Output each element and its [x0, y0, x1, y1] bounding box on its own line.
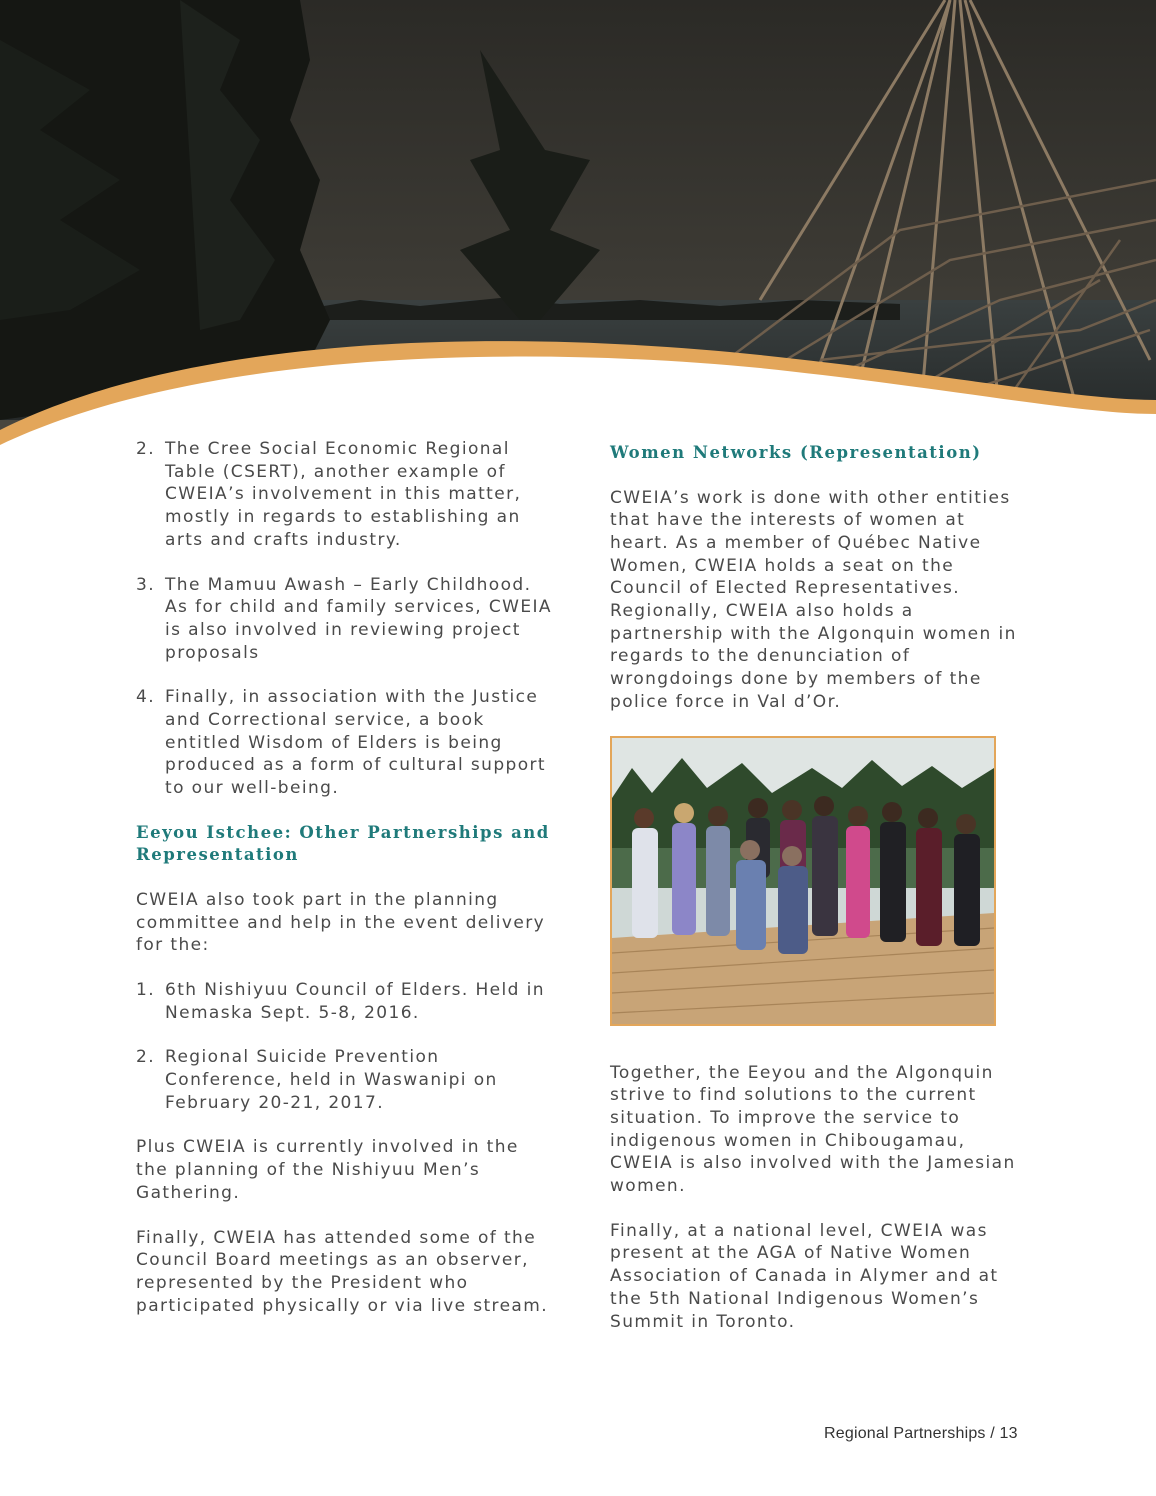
list-text: The Mamuu Awash – Early Childhood. As for child and family services, CWEIA is also involved in reviewing project proposals	[165, 574, 552, 663]
list-text: Regional Suicide Prevention Conference, held in Waswanipi on February 20-21, 2017.	[165, 1047, 498, 1113]
paragraph-eeyou-algonquin: Together, the Eeyou and the Algonquin strive to find solutions to the current situation. To improve the service to indigenous women in Chibougamau, CWEIA is also involved with the Jamesian women.	[610, 1062, 1016, 1197]
list-text: Finally, in association with the Justice and Correctional service, a book entitled Wisdom of Elders is being produced as a form of cultural support to our well-being.	[165, 687, 546, 799]
list-item	[136, 979, 556, 1024]
list-number: 2.	[136, 1047, 156, 1068]
page-footer: Regional Partnerships / 13	[824, 1425, 1018, 1442]
list-number: 4.	[136, 687, 156, 708]
list-programs	[136, 438, 556, 800]
paragraph-council-board: Finally, CWEIA has attended some of the Council Board meetings as an observer, represented by the President who participated physically or via live stream.	[136, 1227, 549, 1316]
group-photo	[610, 736, 996, 1026]
list-events	[136, 979, 556, 1115]
right-column	[610, 438, 1030, 1355]
list-item	[136, 1046, 556, 1114]
paragraph-women-networks: CWEIA’s work is done with other entities that have the interests of women at heart. As a member of Québec Native Women, CWEIA holds a seat on the Council of Elected Representatives. Regionally, CWEIA also holds a partnership with the Algonquin women in regards to the denunciation of wrongdoings done by members of the police force in Val d’Or.	[610, 487, 1017, 712]
list-item	[136, 438, 556, 552]
section-heading-eeyou-istchee: Eeyou Istchee: Other Partnerships and Representation	[136, 822, 550, 865]
list-number: 1.	[136, 979, 156, 1000]
header-night-photo	[0, 0, 1156, 450]
list-number: 3.	[136, 574, 156, 595]
list-number: 2.	[136, 439, 156, 459]
list-item	[136, 686, 556, 800]
list-text: 6th Nishiyuu Council of Elders. Held in Nemaska Sept. 5-8, 2016.	[165, 979, 545, 1023]
paragraph-mens-gathering: Plus CWEIA is currently involved in the the planning of the Nishiyuu Men’s Gathering.	[136, 1137, 519, 1203]
section-heading-women-networks: Women Networks (Representation)	[610, 443, 982, 462]
list-text: The Cree Social Economic Regional Table (CSERT), another example of CWEIA’s involvement in this matter, mostly in regards to establishing an arts and crafts industry.	[165, 439, 522, 550]
left-column	[136, 438, 556, 1339]
list-item	[136, 574, 556, 665]
paragraph-national-level: Finally, at a national level, CWEIA was present at the AGA of Native Women Association of Canada in Alymer and at the 5th National Indigenous Women’s Summit in Toronto.	[610, 1220, 999, 1332]
paragraph-intro: CWEIA also took part in the planning committee and help in the event delivery for the:	[136, 889, 546, 956]
